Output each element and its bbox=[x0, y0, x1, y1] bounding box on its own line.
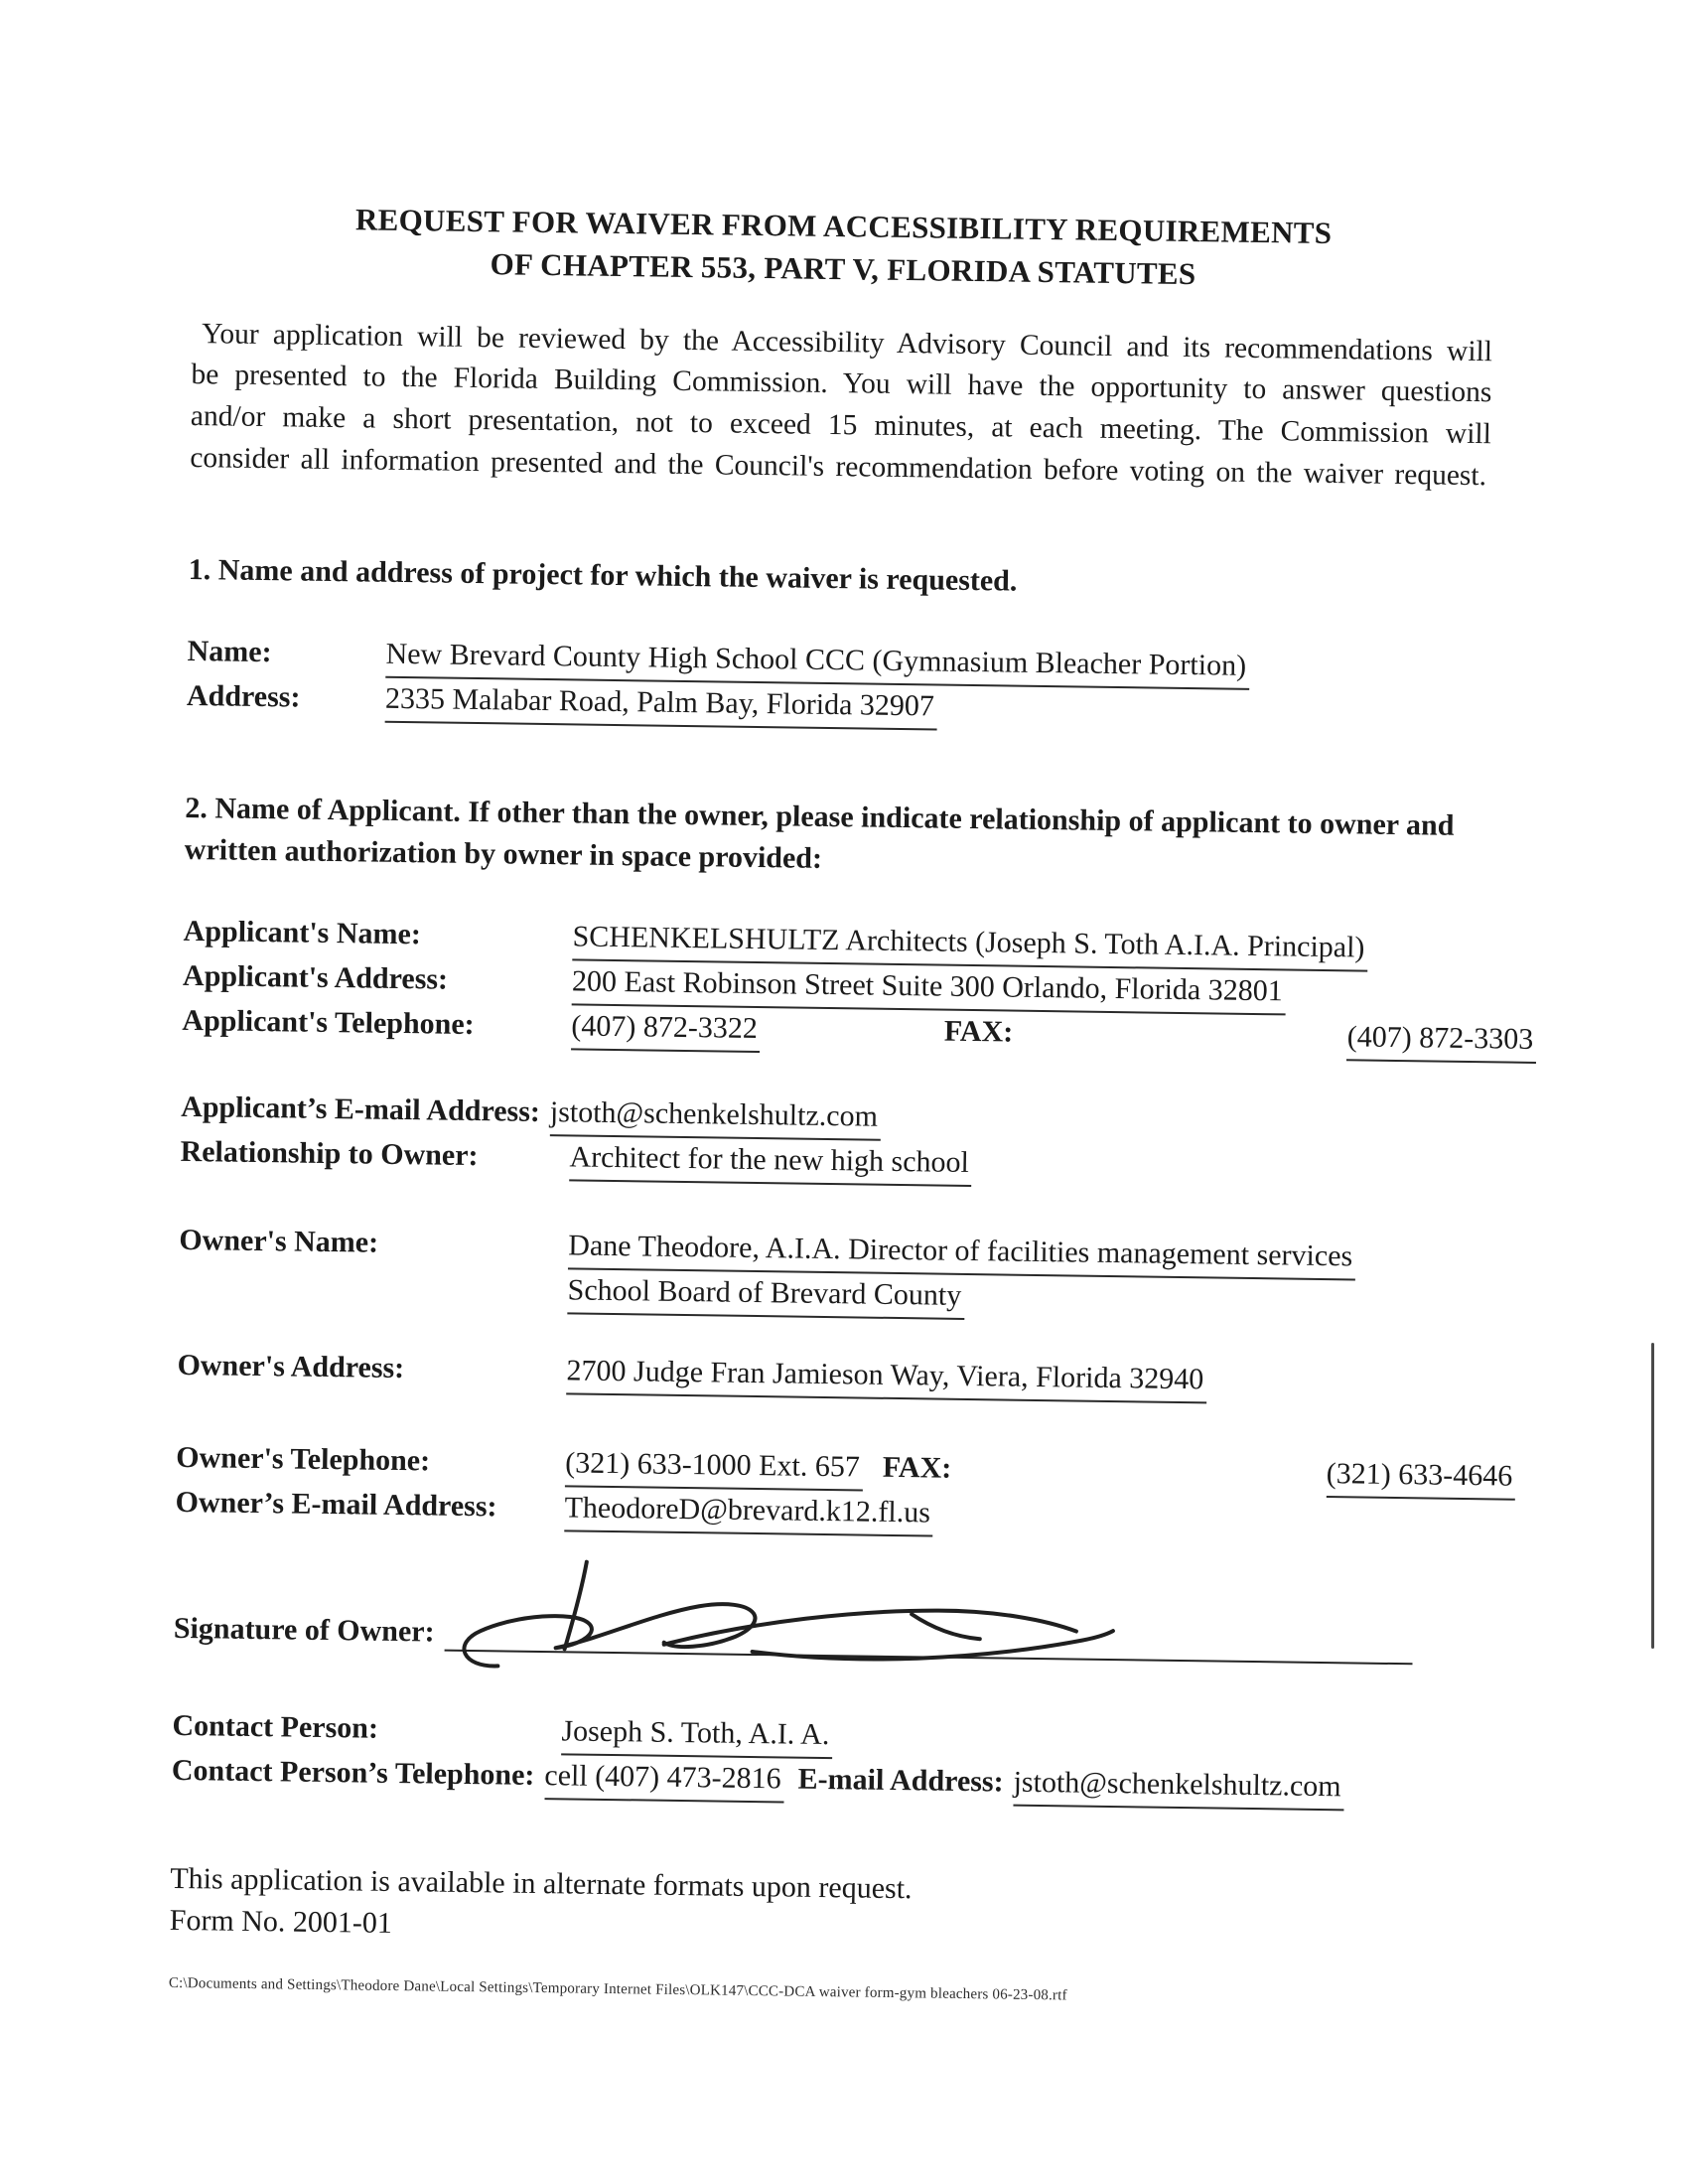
project-address-label: Address: bbox=[186, 678, 301, 714]
relationship-label: Relationship to Owner: bbox=[180, 1134, 479, 1173]
scan-artifact-line bbox=[1651, 1343, 1654, 1649]
owner-name-value bbox=[567, 1225, 1355, 1325]
applicant-telephone-label: Applicant's Telephone: bbox=[182, 1003, 475, 1042]
contact-email-label: E-mail Address: bbox=[797, 1762, 1004, 1799]
applicant-email-block bbox=[180, 1087, 1481, 1194]
project-name-value: New Brevard County High School CCC (Gymnasium Bleacher Portion) bbox=[385, 634, 1249, 690]
applicant-fax-value: (407) 872-3303 bbox=[1346, 1016, 1536, 1064]
signature-label: Signature of Owner: bbox=[173, 1611, 435, 1649]
owner-address-row bbox=[177, 1345, 1478, 1407]
section-1-heading: 1. Name and address of project for which the waiver is requested. bbox=[188, 552, 1018, 598]
signature-row bbox=[174, 1584, 1476, 1666]
footer-form-number: Form No. 2001-01 bbox=[169, 1903, 393, 1940]
applicant-telephone-value: (407) 872-3322 bbox=[571, 1005, 761, 1053]
document-title bbox=[193, 197, 1494, 300]
applicant-email-value: jstoth@schenkelshultz.com bbox=[550, 1092, 882, 1141]
file-path-footnote: C:\Documents and Settings\Theodore Dane\Local Settings\Temporary Internet Files\OLK147\CCC-DCA waiver form-gym bleachers 06-23-08.rtf bbox=[168, 1974, 1067, 2004]
applicant-address-label: Applicant's Address: bbox=[182, 958, 449, 996]
contact-person-label: Contact Person: bbox=[172, 1708, 379, 1745]
owner-telephone-value: (321) 633-1000 Ext. 657 bbox=[565, 1442, 863, 1491]
owner-email-value: TheodoreD@brevard.k12.fl.us bbox=[564, 1487, 933, 1536]
owner-signature-scribble bbox=[436, 1546, 1123, 1687]
owner-name-value-line2: School Board of Brevard County bbox=[567, 1269, 964, 1320]
applicant-name-value: SCHENKELSHULTZ Architects (Joseph S. Toth A.I.A. Principal) bbox=[572, 916, 1367, 971]
owner-name-row bbox=[178, 1220, 1479, 1327]
contact-person-value: Joseph S. Toth, A.I. A. bbox=[561, 1710, 832, 1759]
owner-name-value-line1: Dane Theodore, A.I.A. Director of facilities management services bbox=[568, 1225, 1356, 1280]
contact-telephone-value: cell (407) 473-2816 bbox=[544, 1755, 784, 1803]
footer-alternate-formats: This application is available in alternate formats upon request. bbox=[170, 1861, 913, 1906]
applicant-fields bbox=[182, 911, 1534, 1063]
document-title-line2: OF CHAPTER 553, PART V, FLORIDA STATUTES bbox=[490, 245, 1196, 291]
relationship-value: Architect for the new high school bbox=[569, 1136, 972, 1187]
owner-address-value: 2700 Judge Fran Jamieson Way, Viera, Florida 32940 bbox=[566, 1350, 1206, 1403]
owner-fax-value: (321) 633-4646 bbox=[1326, 1453, 1515, 1501]
owner-address-label: Owner's Address: bbox=[177, 1348, 405, 1385]
document-content bbox=[168, 197, 1534, 2010]
section-2-heading: 2. Name of Applicant. If other than the owner, please indicate relationship of applicant to owner and written authorization by owner in space provided: bbox=[184, 791, 1455, 875]
applicant-fax-label: FAX: bbox=[943, 1014, 1014, 1049]
project-name-label: Name: bbox=[187, 634, 272, 669]
signature-line bbox=[444, 1590, 1413, 1666]
contact-block bbox=[172, 1705, 1474, 1813]
owner-fax-label: FAX: bbox=[882, 1450, 952, 1485]
section-1-fields bbox=[187, 631, 1488, 738]
project-address-value: 2335 Malabar Road, Palm Bay, Florida 32907 bbox=[385, 678, 938, 731]
owner-contact-block bbox=[175, 1437, 1513, 1544]
applicant-address-value: 200 East Robinson Street Suite 300 Orlando, Florida 32801 bbox=[572, 960, 1286, 1015]
applicant-name-label: Applicant's Name: bbox=[183, 914, 422, 951]
document-title-line1: REQUEST FOR WAIVER FROM ACCESSIBILITY REQUIREMENTS bbox=[354, 202, 1333, 251]
owner-email-label: Owner’s E-mail Address: bbox=[175, 1485, 497, 1524]
contact-telephone-label: Contact Person’s Telephone: bbox=[171, 1753, 535, 1792]
footer-block bbox=[169, 1858, 1471, 1960]
contact-email-value: jstoth@schenkelshultz.com bbox=[1013, 1762, 1344, 1812]
applicant-email-label: Applicant’s E-mail Address: bbox=[180, 1090, 541, 1128]
owner-name-label: Owner's Name: bbox=[179, 1223, 379, 1259]
intro-paragraph: Your application will be reviewed by the Accessibility Advisory Council and its recommendations will be presented to the Florida Building Commission. You will have the opportunity to answer questions and/or make a short presentation, not to exceed 15 minutes, at each meeting. The Commission will consider all information presented and the Council's recommendation before voting on the waiver request. bbox=[190, 317, 1493, 493]
owner-telephone-label: Owner's Telephone: bbox=[176, 1440, 431, 1478]
